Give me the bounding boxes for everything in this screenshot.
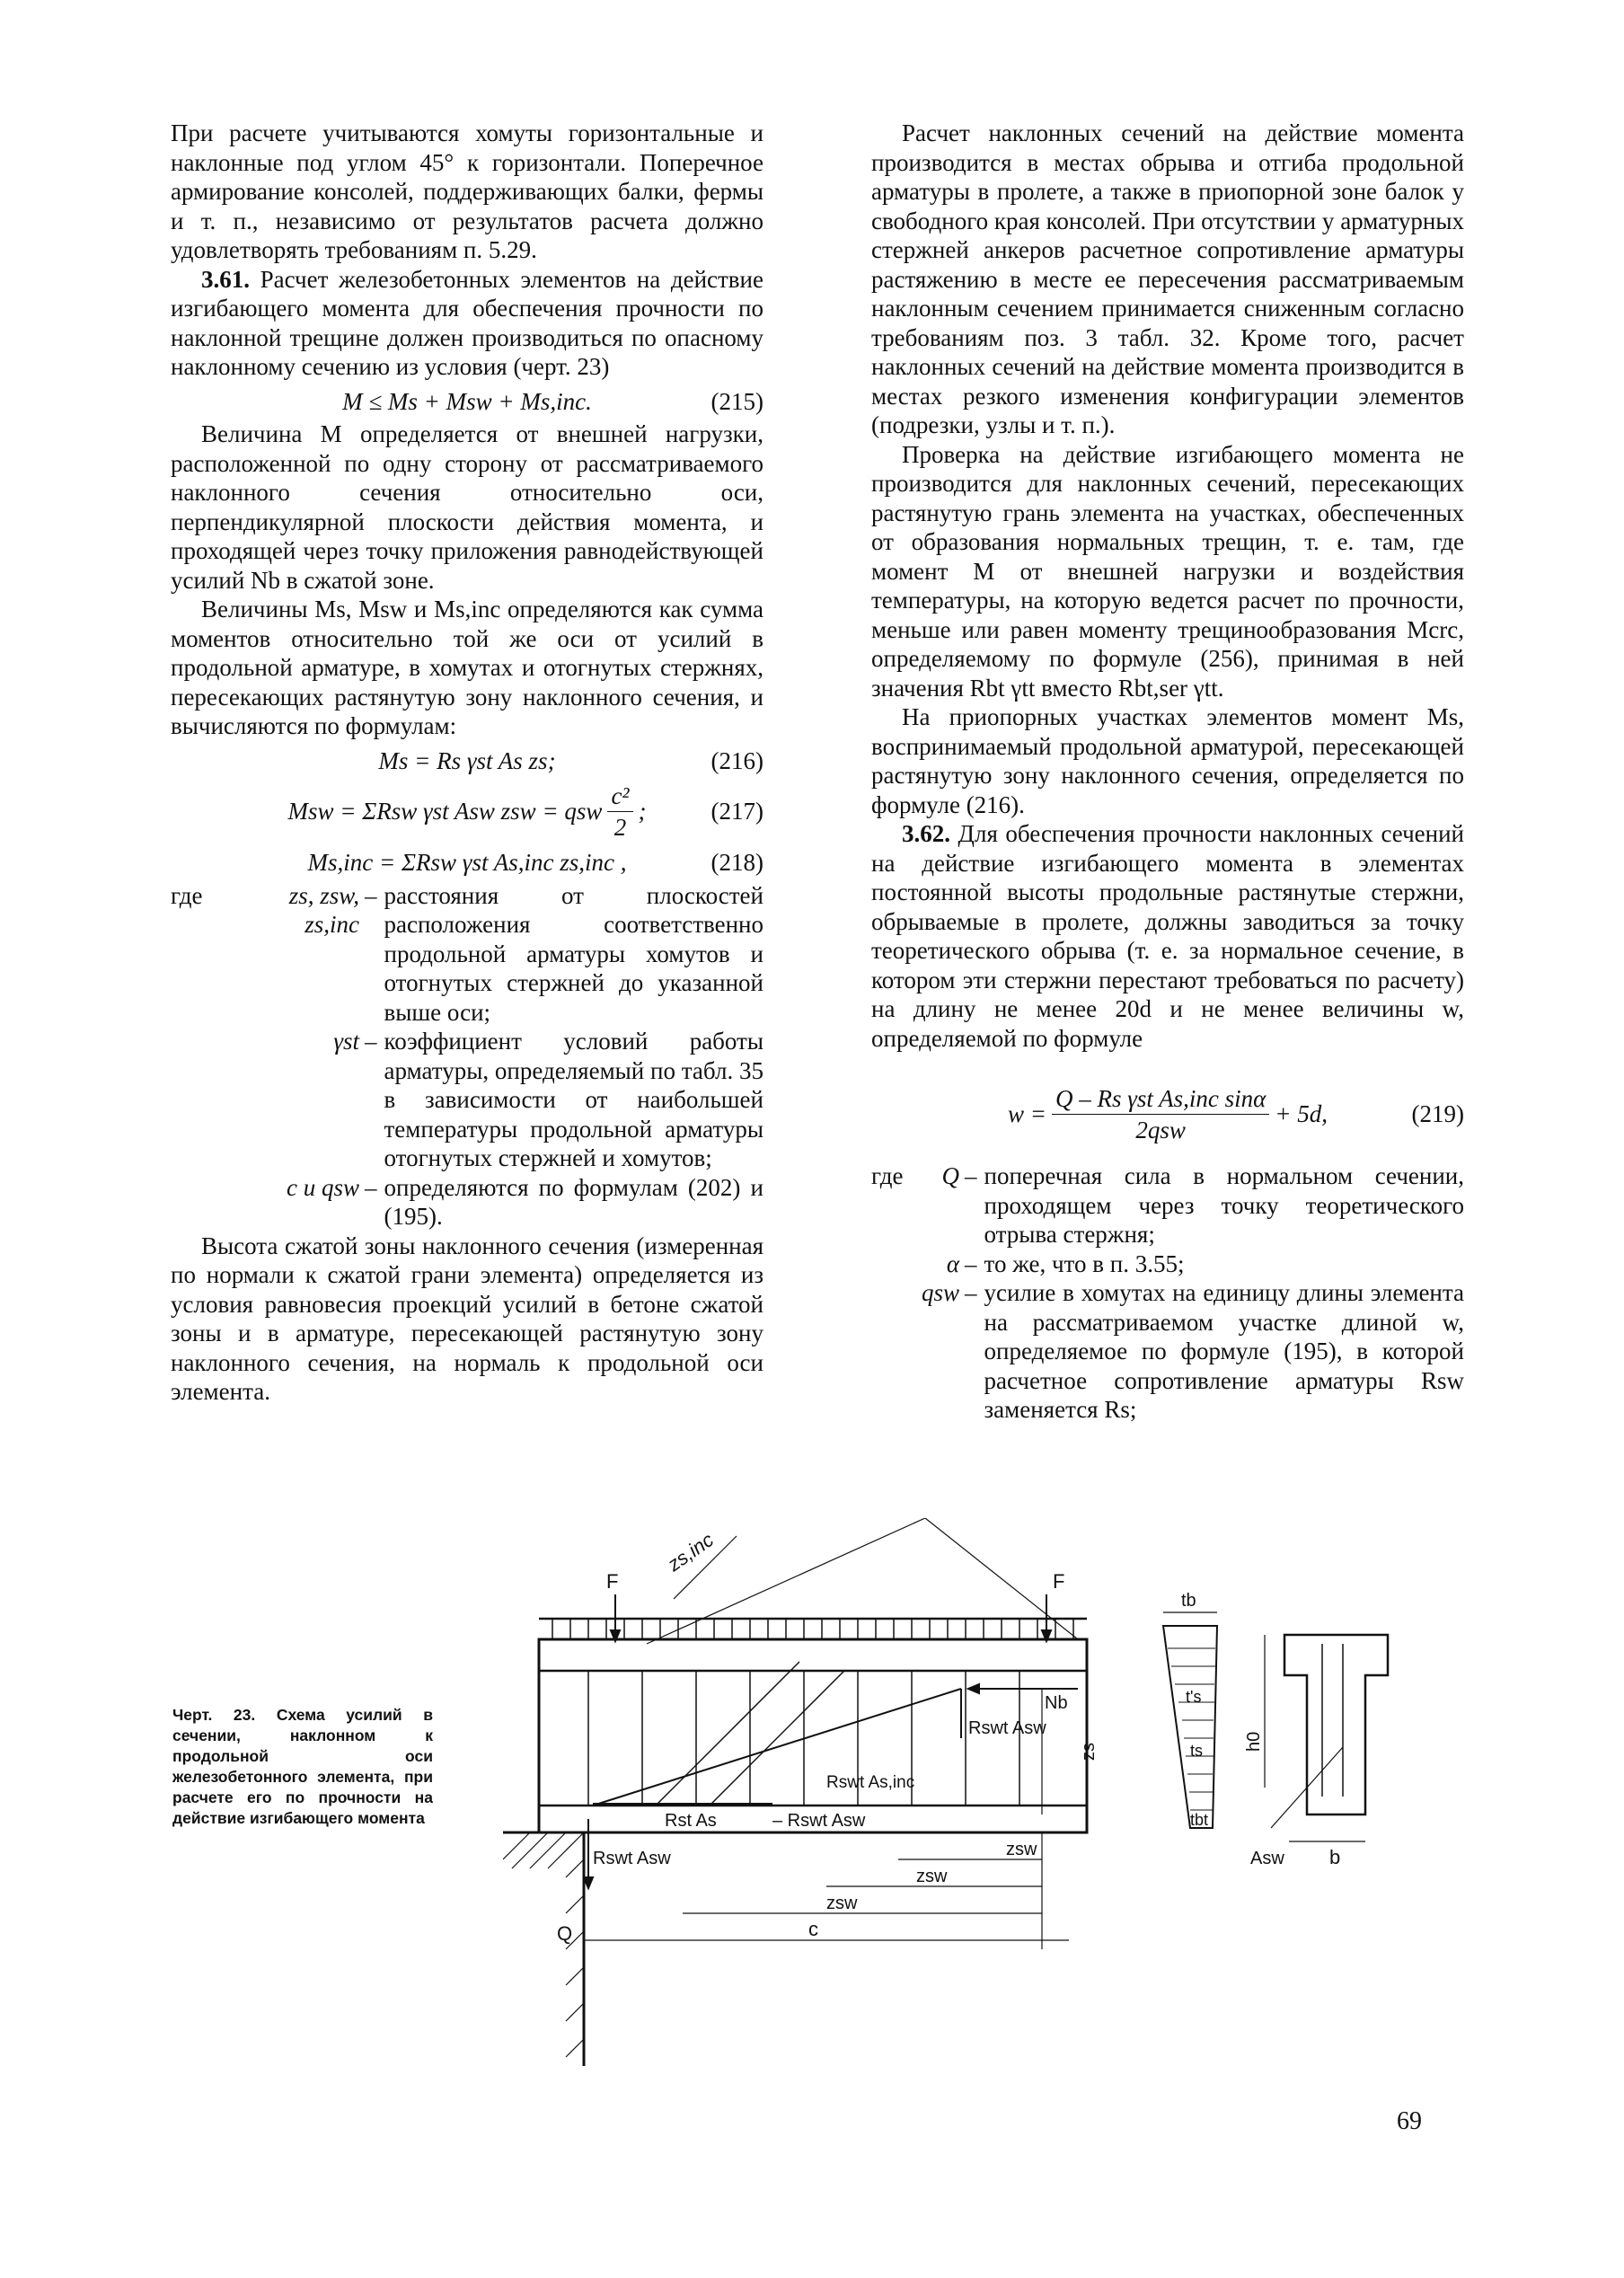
equation-fraction	[1052, 1083, 1269, 1145]
fraction-numerator: c²	[607, 781, 632, 812]
figure-caption: Черт. 23. Схема усилий в сечении, наклонном к продольной оси железобетонного элемента, при расчете его по прочности на действие изгибающего момента	[172, 1706, 433, 1827]
label-Rswt-As-inc: Rswt As,inc	[826, 1773, 915, 1792]
equation-219	[871, 1083, 1464, 1145]
label-Nb: Nb	[1045, 1693, 1068, 1713]
definition-item	[871, 1249, 1464, 1279]
fraction-numerator: Q – Rs γst As,inc sinα	[1052, 1083, 1269, 1115]
definition-symbol: zs, zsw, zs,inc	[288, 881, 359, 938]
label-zsw-3: zsw	[826, 1894, 858, 1913]
paragraph: На приопорных участках элементов момент Ms, воспринимаемый продольной арматурой, пересекающей растянутую зону наклонного сечения, определяется по формуле (216).	[871, 703, 1464, 818]
label-Asw: Asw	[1250, 1849, 1284, 1868]
equation-217	[171, 781, 763, 843]
equation-body: Ms = Rs γst As zs;	[378, 746, 556, 774]
section-text: Расчет железобетонных элементов на действие изгибающего момента для обеспечения прочности по наклонной трещине должен производиться по опасному наклонному сечению из условия (черт. 23)	[171, 265, 763, 380]
paragraph: Величины Ms, Msw и Ms,inc определяются как сумма моментов относительно той же оси от усилий в продольной арматуре, в хомутах и отогнутых стержнях, пересекающих растянутую зону наклонного сечения, и вычисляются по формулам:	[171, 596, 763, 739]
label-tb: tb	[1181, 1591, 1196, 1611]
where-label: где	[871, 1162, 904, 1189]
definition-text: коэффициент условий работы арматуры, определяемый по табл. 35 в зависимости от наибольшей температуры продольной арматуры отогнутых стержней и хомутов;	[384, 1028, 763, 1171]
definition-symbol: c и qsw	[287, 1173, 359, 1201]
section-3-62	[871, 819, 1464, 1053]
definition-symbol: Q	[941, 1162, 959, 1189]
right-column	[871, 119, 1464, 1425]
paragraph: При расчете учитываются хомуты горизонтальные и наклонные под углом 45° к горизонтали. Поперечное армирование консолей, поддерживающих балки, фермы и т. п., независимо от результатов расчета должно удовлетворять требованиям п. 5.29.	[171, 119, 763, 263]
equation-number: (215)	[710, 387, 763, 415]
equation-number: (219)	[1411, 1100, 1464, 1128]
equation-218	[171, 848, 763, 878]
definition-text: усилие в хомутах на единицу длины элемента на рассматриваемом участке длиной w, определяемое по формуле (195), в которой расчетное сопротивление арматуры Rsw заменяется Rs;	[984, 1279, 1464, 1423]
label-minus-Rswt-Asw: – Rswt Asw	[772, 1811, 866, 1831]
fraction-denominator: 2qsw	[1135, 1117, 1186, 1143]
definition-dash: –	[965, 1249, 977, 1277]
page-number: 69	[1397, 2107, 1422, 2135]
cross-section	[1265, 1635, 1388, 1841]
definition-text: поперечная сила в нормальном сечении, проходящем через точку теоретического отрыва стержня;	[984, 1162, 1464, 1248]
equation-fraction	[607, 781, 632, 843]
label-Rswt-Asw-top: Rswt Asw	[968, 1718, 1046, 1738]
label-zsw-2: zsw	[916, 1867, 948, 1886]
label-zsw-1: zsw	[1006, 1840, 1037, 1859]
label-tbt: tbt	[1190, 1811, 1209, 1829]
definition-item	[171, 1173, 763, 1232]
equation-number: (218)	[710, 849, 763, 876]
figure-labels	[557, 1528, 1340, 1945]
definition-symbol: qsw	[921, 1279, 959, 1306]
definitions-list	[171, 881, 763, 1232]
definition-text: расстояния от плоскостей расположения соответственно продольной арматуры хомутов и отогнутых стержней до указанной выше оси;	[384, 881, 763, 1026]
label-Q: Q	[557, 1922, 573, 1945]
definition-item	[871, 1161, 1464, 1249]
section-number: 3.62.	[902, 820, 950, 847]
definition-item	[171, 1027, 763, 1173]
label-zs: zs	[1079, 1743, 1099, 1761]
label-zs-inc: zs,inc	[663, 1528, 718, 1576]
definition-dash: –	[365, 881, 377, 909]
stress-diagram	[1163, 1612, 1217, 1828]
figure-23	[503, 1518, 1464, 2082]
paragraph: Расчет наклонных сечений на действие момента производится в местах обрыва и отгиба продольной арматуры в пролете, а также в приопорной зоне балок у свободного края консолей. При отсутствии у арматурных стержней анкеров расчетное сопротивление арматуры растяжению в месте ее пересечения рассматриваемым наклонным сечением принимается сниженным согласно требованиям поз. 3 табл. 32. Кроме того, расчет наклонных сечений на действие момента производится в местах резкого изменения конфигурации элементов (подрезки, узлы и т. п.).	[871, 119, 1464, 438]
definition-item	[871, 1278, 1464, 1425]
label-F-right: F	[1053, 1570, 1065, 1593]
definition-item	[171, 881, 763, 1028]
definition-text: то же, что в п. 3.55;	[984, 1249, 1185, 1277]
label-ts-prime: t's	[1186, 1688, 1202, 1706]
definition-text: определяются по формулам (202) и (195).	[384, 1173, 763, 1230]
support	[503, 1832, 584, 2066]
definitions-list	[871, 1161, 1464, 1425]
definition-dash: –	[965, 1279, 977, 1306]
label-ts: ts	[1190, 1742, 1204, 1760]
label-Rswt-Asw-bottom: Rswt Asw	[593, 1849, 671, 1868]
definition-dash: –	[965, 1162, 977, 1189]
definition-dash: –	[365, 1173, 377, 1201]
equation-body: w =	[1007, 1100, 1046, 1128]
paragraph: Проверка на действие изгибающего момента не производится для наклонных сечений, пересекающих растянутую грань элемента на участках, обеспеченных от образования нормальных трещин, т. е. там, где момент M от внешней нагрузки и воздействия температуры, на которую ведется расчет по прочности, меньше или равен моменту трещинообразования Mcrc, определяемому по формуле (256), принимая в ней значения Rbt γtt вместо Rbt,ser γtt.	[871, 440, 1464, 702]
definition-symbol: α	[946, 1249, 959, 1277]
equation-end: + 5d,	[1275, 1100, 1328, 1128]
left-column	[171, 119, 763, 1407]
where-label: где	[171, 881, 203, 909]
paragraph: Величина M определяется от внешней нагрузки, расположенной по одну сторону от рассматриваемого наклонного сечения относительно оси, перпендикулярной плоскости действия момента, и проходящей через точку приложения равнодействующей усилий Nb в сжатой зоне.	[171, 420, 763, 594]
label-Rst-As: Rst As	[665, 1811, 717, 1831]
fraction-denominator: 2	[613, 814, 627, 841]
definition-symbol: γst	[333, 1028, 359, 1055]
label-F-left: F	[606, 1570, 619, 1593]
equation-end: ;	[638, 798, 647, 826]
equation-number: (216)	[710, 746, 763, 774]
label-b: b	[1329, 1846, 1341, 1868]
section-3-61	[171, 265, 763, 382]
section-number: 3.61.	[201, 265, 250, 293]
distributed-load	[552, 1619, 1073, 1639]
paragraph: Высота сжатой зоны наклонного сечения (измеренная по нормали к сжатой грани элемента) определяется из условия равновесия проекций усилий в бетоне сжатой зоны и в арматуре, пересекающей растянутую зону наклонного сечения, на нормаль к продольной оси элемента.	[171, 1232, 763, 1405]
equation-body: Msw = ΣRsw γst Asw zsw = qsw	[287, 798, 603, 826]
beam	[539, 1518, 1087, 1832]
figure-drawing	[503, 1518, 1464, 2075]
equation-215	[171, 387, 763, 417]
equation-number: (217)	[710, 798, 763, 826]
label-h0: h0	[1244, 1731, 1264, 1752]
equation-body: M ≤ Ms + Msw + Ms,inc.	[342, 387, 592, 415]
equation-216	[171, 746, 763, 776]
definition-dash: –	[365, 1028, 377, 1055]
equation-body: Ms,inc = ΣRsw γst As,inc zs,inc ,	[307, 849, 627, 876]
section-text: Для обеспечения прочности наклонных сечений на действие изгибающего момента в элементах постоянной высоты продольные растянутые стержни, обрываемые в пролете, должны заводиться за точку теоретического обрыва (т. е. за нормальное сечение, в котором эти стержни перестают требоваться по расчету) на длину не менее 20d и не менее величины w, определяемой по формуле	[871, 820, 1464, 1052]
label-c: c	[808, 1918, 818, 1940]
